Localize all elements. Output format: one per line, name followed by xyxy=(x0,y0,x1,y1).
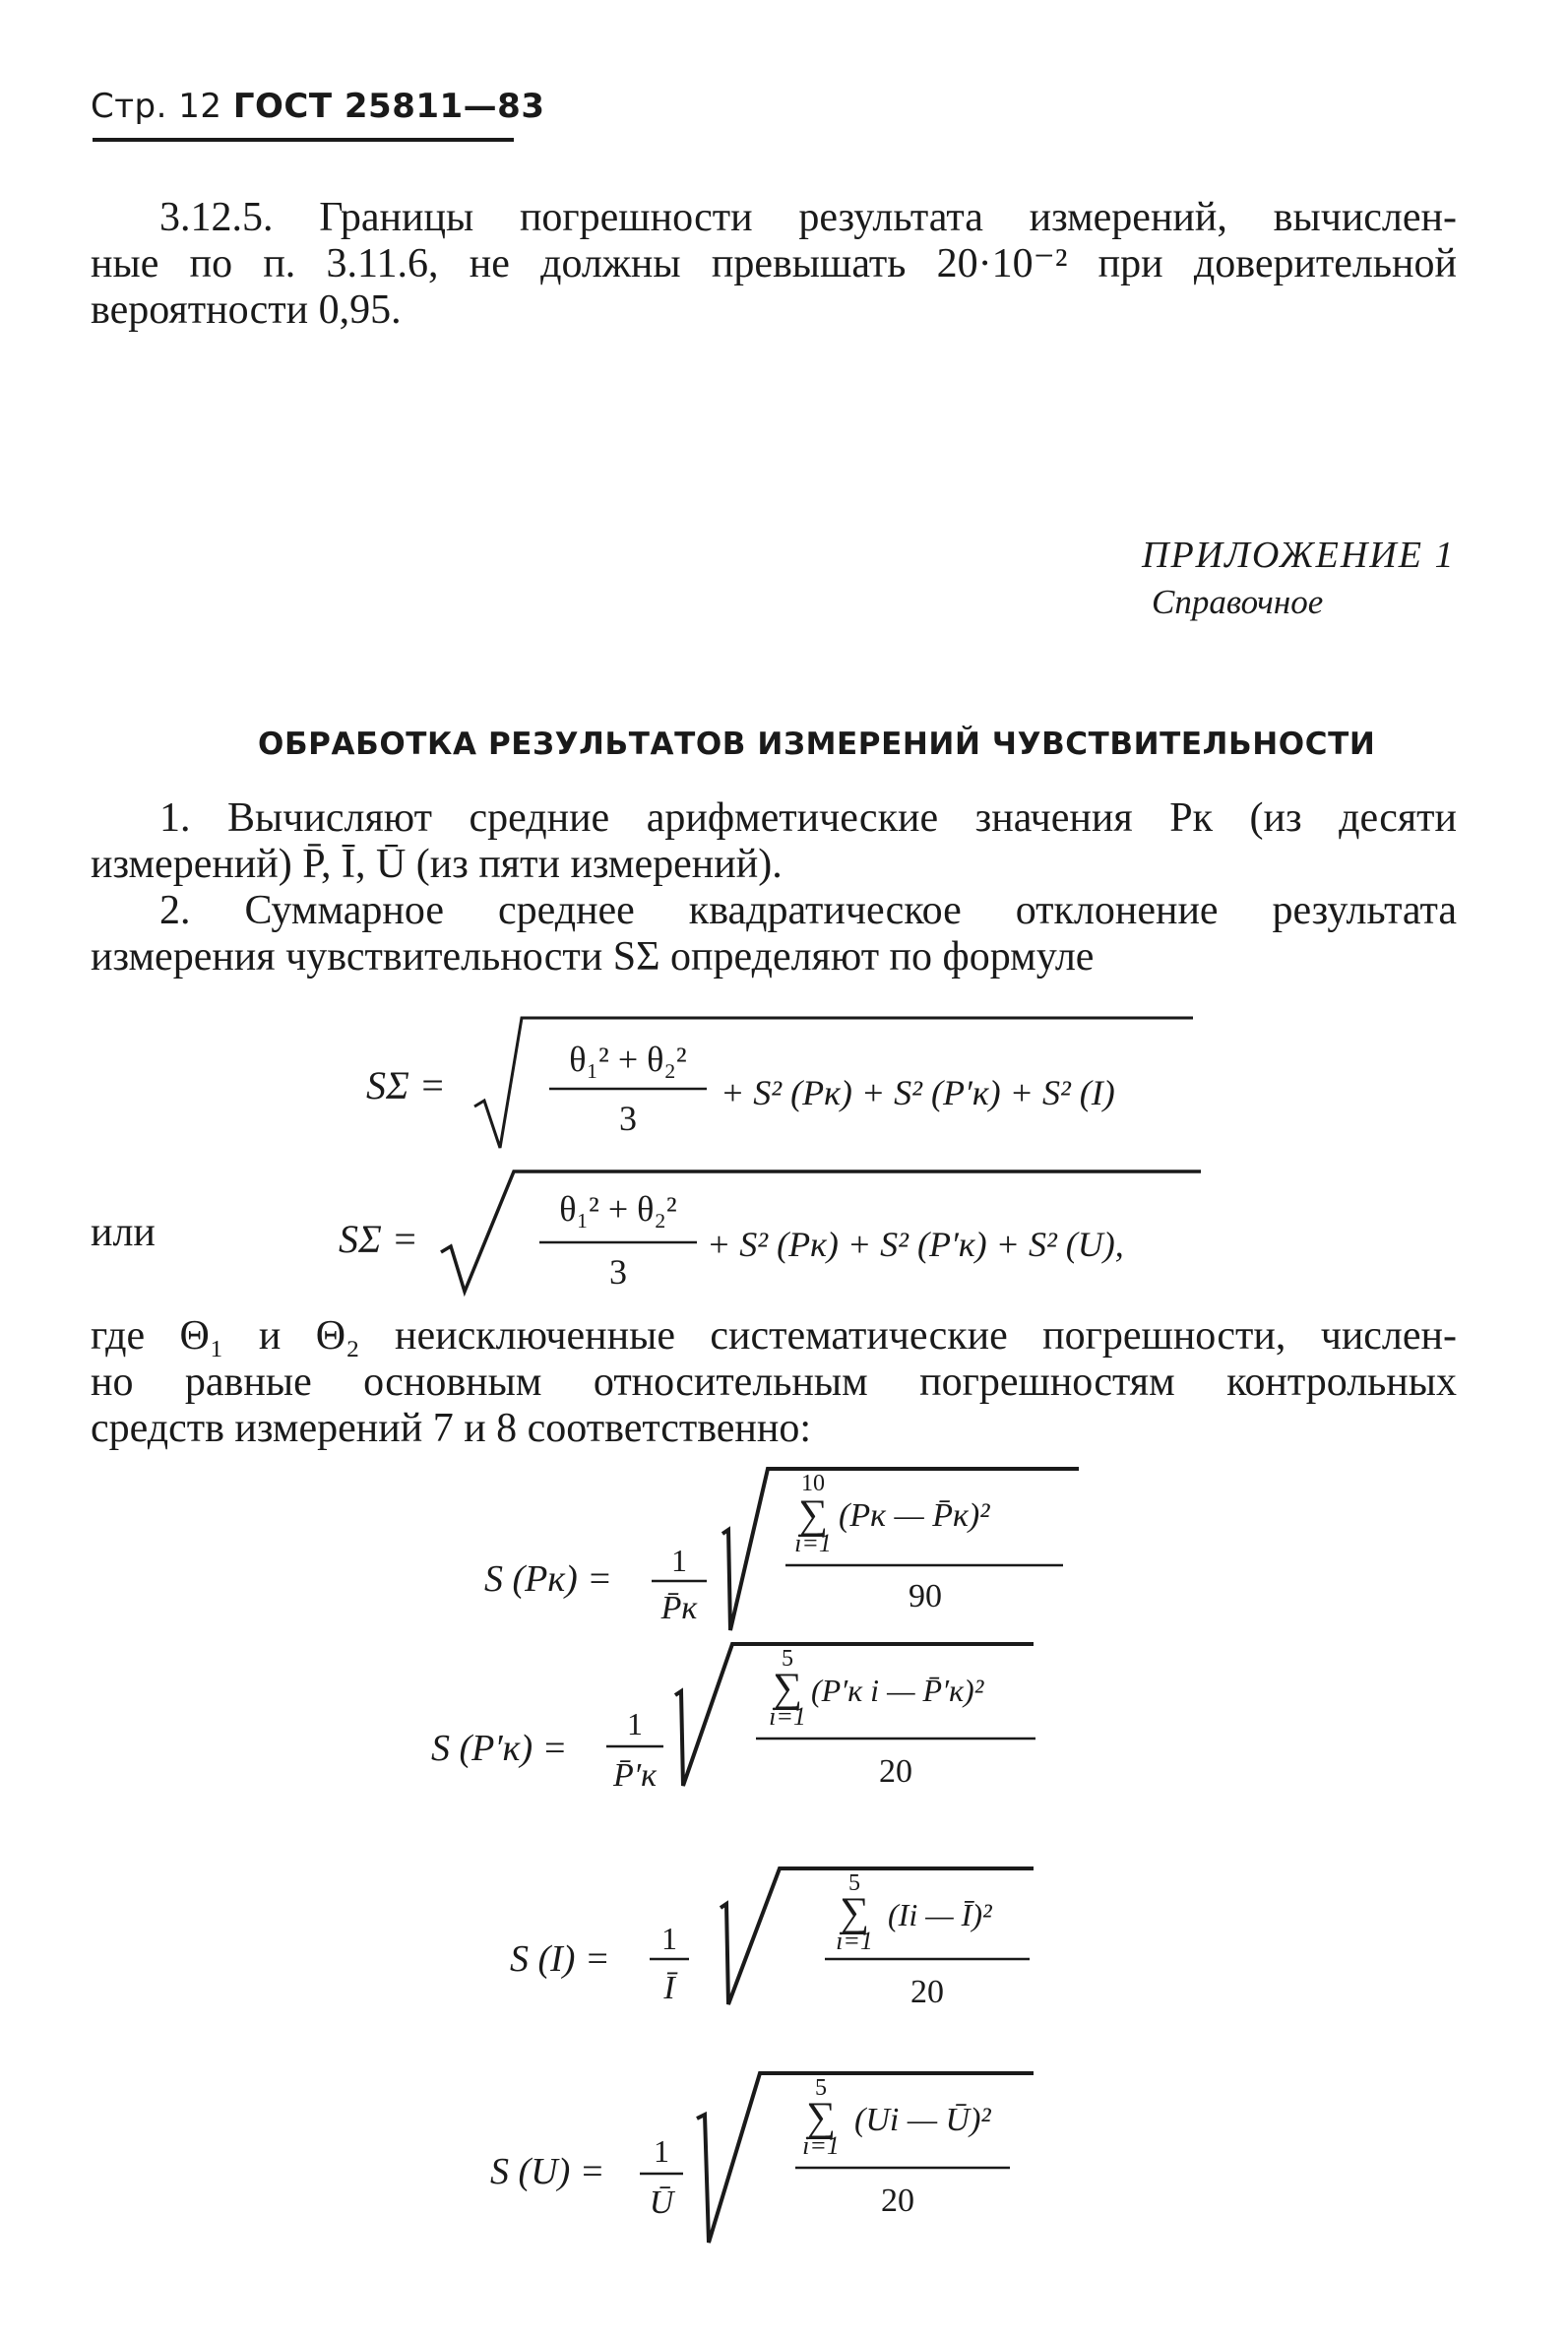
coef-denominator: Ū xyxy=(649,2184,674,2221)
sum-sign: ∑ xyxy=(840,1890,869,1935)
page-number: Стр. 12 xyxy=(91,87,222,126)
sum-expression: (Ui — Ū)² xyxy=(854,2102,991,2138)
item-1-line: измерений) P̄, Ī, Ū (из пяти измерений). xyxy=(91,842,783,887)
fraction-numerator: θ₁² + θ₂² xyxy=(569,1040,687,1079)
sum-sign: ∑ xyxy=(798,1492,828,1538)
fraction-denominator: 3 xyxy=(619,1099,637,1138)
formula-s-pk-prime xyxy=(423,1636,1053,1833)
sum-sign: ∑ xyxy=(806,2095,836,2140)
sum-lower-limit: i=1 xyxy=(802,2131,840,2160)
radical-sign xyxy=(675,1644,1034,1786)
sum-lower-limit: i=1 xyxy=(794,1529,832,1557)
radical-sign xyxy=(697,2073,1034,2243)
fraction-denominator: 20 xyxy=(910,1974,944,2010)
clause-line: вероятности 0,95. xyxy=(91,287,402,333)
where-text xyxy=(91,1313,1457,1452)
coef-numerator: 1 xyxy=(654,2133,669,2169)
formula-lhs: S (U) = xyxy=(490,2151,605,2192)
formula-lhs: S (P′к) = xyxy=(431,1728,568,1769)
coef-denominator: P̄к xyxy=(660,1590,698,1626)
coef-denominator: P̄′к xyxy=(612,1757,658,1794)
header-rule xyxy=(93,138,514,142)
fraction-denominator: 90 xyxy=(909,1578,942,1614)
appendix-type: Справочное xyxy=(1152,583,1324,621)
formula-lhs: S (Pк) = xyxy=(484,1558,612,1600)
radical-sign xyxy=(721,1868,1034,2004)
sum-lower-limit: i=1 xyxy=(836,1927,873,1955)
clause-line: 3.12.5. Границы погрешности результата измерений, вычислен- xyxy=(159,195,1457,240)
item-2-line: 2. Суммарное среднее квадратическое отклонение результата xyxy=(159,888,1457,933)
or-label: или xyxy=(91,1210,156,1255)
formula-s-sigma-2 xyxy=(335,1158,1221,1305)
formula-lhs: SΣ = xyxy=(366,1063,446,1107)
clause-line: ные по п. 3.11.6, не должны превышать 20·10⁻² при доверительной xyxy=(91,241,1457,286)
appendix-label: ПРИЛОЖЕНИЕ 1 xyxy=(1142,535,1456,576)
coef-numerator: 1 xyxy=(627,1706,643,1741)
sum-lower-limit: i=1 xyxy=(769,1702,806,1731)
formula-s-pk xyxy=(472,1461,1102,1658)
standard-number: ГОСТ 25811—83 xyxy=(232,87,545,126)
sum-upper-limit: 10 xyxy=(801,1471,825,1496)
fraction-denominator: 20 xyxy=(881,2183,914,2219)
formula-lhs: S (I) = xyxy=(510,1938,610,1980)
page-header xyxy=(91,87,544,126)
fraction-denominator: 3 xyxy=(609,1252,627,1292)
sum-upper-limit: 5 xyxy=(848,1870,860,1896)
formula-tail: + S² (Pк) + S² (P′к) + S² (U), xyxy=(707,1225,1124,1264)
formula-s-u xyxy=(482,2065,1053,2282)
where-line: средств измерений 7 и 8 соответственно: xyxy=(91,1406,812,1451)
item-1 xyxy=(91,795,1457,888)
where-line: но равные основным относительным погрешностям контрольных xyxy=(91,1360,1457,1405)
sum-upper-limit: 5 xyxy=(815,2075,827,2101)
sum-expression: (P′к i — P̄′к)² xyxy=(811,1673,984,1708)
item-1-line: 1. Вычисляют средние арифметические значения Pк (из десяти xyxy=(159,795,1457,841)
formula-s-i xyxy=(502,1861,1053,2057)
sum-expression: (Pк — P̄к)² xyxy=(839,1497,990,1534)
section-title: ОБРАБОТКА РЕЗУЛЬТАТОВ ИЗМЕРЕНИЙ ЧУВСТВИТЕЛЬНОСТИ xyxy=(258,727,1376,762)
formula-s-sigma-1 xyxy=(354,1010,1221,1158)
item-2-line: измерения чувствительности SΣ определяют по формуле xyxy=(91,934,1095,980)
coef-denominator: Ī xyxy=(663,1970,675,2006)
fraction-denominator: 20 xyxy=(879,1753,912,1790)
sum-upper-limit: 5 xyxy=(782,1646,793,1672)
coef-numerator: 1 xyxy=(671,1543,687,1578)
sum-sign: ∑ xyxy=(773,1666,802,1711)
radical-sign xyxy=(722,1469,1079,1630)
where-line: где Θ₁ и Θ₂ неисключенные систематические погрешности, числен- xyxy=(91,1313,1457,1359)
sum-expression: (Ii — Ī)² xyxy=(888,1897,992,1932)
clause-3-12-5 xyxy=(91,195,1457,334)
formula-lhs: SΣ = xyxy=(339,1217,418,1261)
fraction-numerator: θ₁² + θ₂² xyxy=(559,1189,677,1229)
formula-tail: + S² (Pк) + S² (P′к) + S² (I) xyxy=(721,1073,1115,1112)
coef-numerator: 1 xyxy=(661,1921,677,1956)
item-2 xyxy=(91,888,1457,981)
